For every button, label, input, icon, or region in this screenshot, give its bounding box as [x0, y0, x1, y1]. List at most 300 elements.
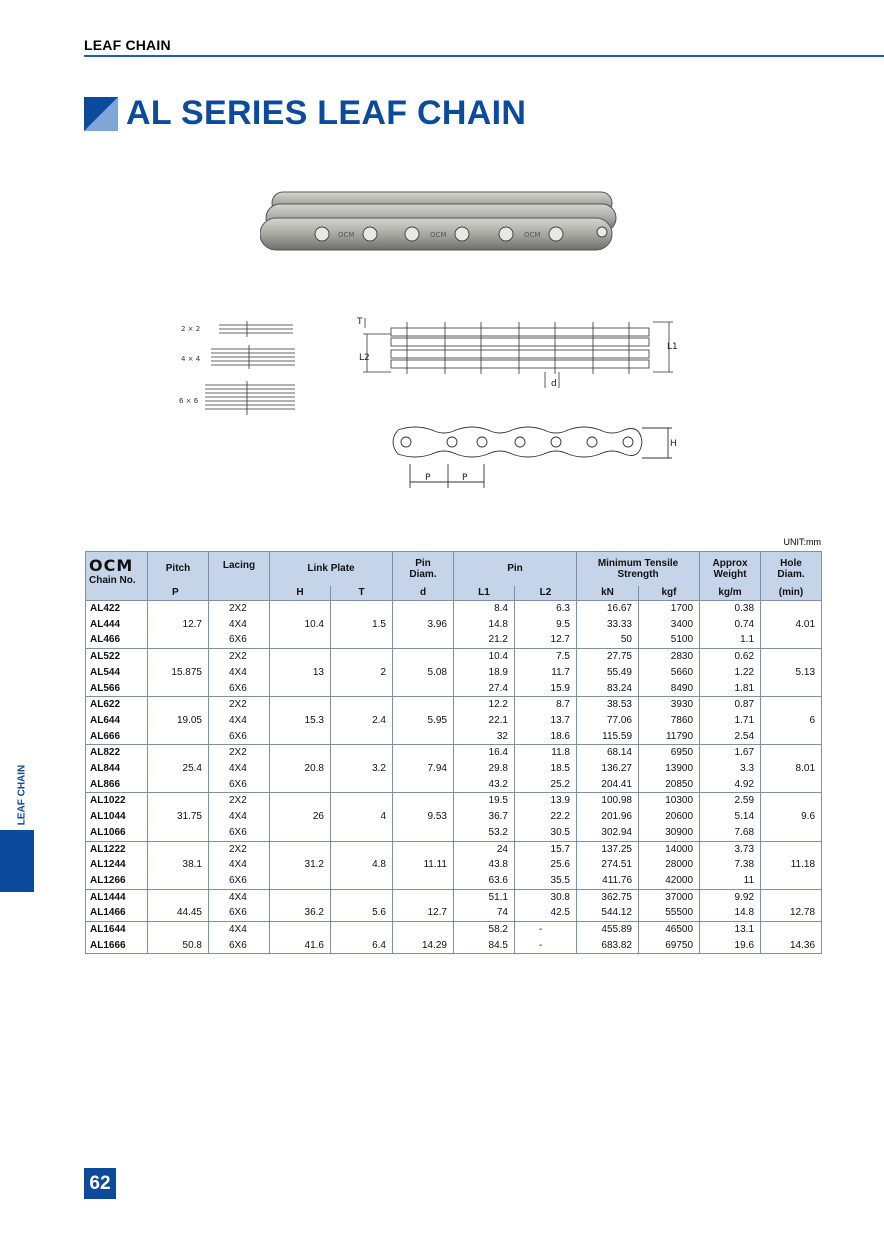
- link-h-cell: [270, 793, 331, 809]
- unit-label: UNIT:mm: [783, 537, 821, 547]
- table-row: [86, 617, 822, 633]
- pitch-cell: 50.8: [148, 938, 209, 954]
- chain-photo: [260, 182, 620, 262]
- dim-d-label: d: [551, 379, 557, 389]
- link-h-cell: [270, 681, 331, 697]
- pitch-cell: [148, 632, 209, 648]
- link-t-cell: 4: [331, 809, 393, 825]
- tensile-label-2: Strength: [617, 568, 659, 580]
- link-t-cell: [331, 922, 393, 938]
- link-t-cell: 2: [331, 665, 393, 681]
- table-row: [86, 777, 822, 793]
- hole-cell: [761, 793, 822, 809]
- pin-diam-cell: 12.7: [393, 905, 454, 921]
- front-view-diagram: [380, 418, 680, 493]
- kgf-cell: 42000: [639, 873, 700, 889]
- pin-diam-cell: [393, 889, 454, 905]
- pin-l1-cell: 22.1: [454, 713, 515, 729]
- pin-l2-cell: 25.2: [515, 777, 577, 793]
- kn-cell: 27.75: [577, 649, 639, 665]
- pin-l2-cell: 42.5: [515, 905, 577, 921]
- pin-l1-cell: 43.2: [454, 777, 515, 793]
- table-row: [86, 841, 822, 857]
- pin-l1-cell: 63.6: [454, 873, 515, 889]
- kgf-cell: 5100: [639, 632, 700, 648]
- kgf-cell: 30900: [639, 825, 700, 841]
- table-row: [86, 873, 822, 889]
- kgf-cell: 1700: [639, 601, 700, 617]
- hole-cell: [761, 777, 822, 793]
- weight-header: [700, 552, 761, 586]
- kgf-cell: 11790: [639, 729, 700, 745]
- lacing-cell: 4X4: [209, 889, 270, 905]
- pin-diam-cell: 9.53: [393, 809, 454, 825]
- lacing-label-2x2: 2 × 2: [181, 325, 201, 333]
- pitch-cell: [148, 889, 209, 905]
- kn-cell: 302.94: [577, 825, 639, 841]
- dim-t-label: T: [357, 317, 363, 327]
- link-t-cell: [331, 601, 393, 617]
- chain-no-cell: AL1466: [86, 905, 148, 921]
- link-h-cell: 26: [270, 809, 331, 825]
- kn-cell: 55.49: [577, 665, 639, 681]
- table-row: [86, 745, 822, 761]
- lacing-cell: 4X4: [209, 922, 270, 938]
- link-t-cell: 4.8: [331, 857, 393, 873]
- pin-l2-cell: 22.2: [515, 809, 577, 825]
- table-row: [86, 938, 822, 954]
- kgf-cell: 46500: [639, 922, 700, 938]
- pitch-cell: [148, 825, 209, 841]
- table-row: [86, 729, 822, 745]
- table-row: [86, 713, 822, 729]
- pin-l2-cell: 12.7: [515, 632, 577, 648]
- table-row: [86, 632, 822, 648]
- pin-diam-cell: [393, 745, 454, 761]
- dim-p-label: P: [425, 473, 431, 483]
- kgf-cell: 6950: [639, 745, 700, 761]
- pin-l1-cell: 8.4: [454, 601, 515, 617]
- hole-cell: [761, 922, 822, 938]
- kgf-cell: 55500: [639, 905, 700, 921]
- hole-cell: 4.01: [761, 617, 822, 633]
- hole-cell: 9.6: [761, 809, 822, 825]
- side-tab-marker: [0, 830, 34, 892]
- kgf-cell: 28000: [639, 857, 700, 873]
- pin-l2-cell: 13.7: [515, 713, 577, 729]
- hole-cell: 12.78: [761, 905, 822, 921]
- weight-cell: 14.8: [700, 905, 761, 921]
- weight-cell: 7.68: [700, 825, 761, 841]
- lacing-diagram: [175, 315, 305, 420]
- hole-cell: [761, 745, 822, 761]
- chain-no-cell: AL466: [86, 632, 148, 648]
- weight-cell: 7.38: [700, 857, 761, 873]
- pitch-cell: 19.05: [148, 713, 209, 729]
- lacing-cell: 4X4: [209, 617, 270, 633]
- pin-diam-cell: [393, 649, 454, 665]
- link-h-cell: [270, 777, 331, 793]
- pitch-cell: [148, 841, 209, 857]
- pin-l1-cell: 43.8: [454, 857, 515, 873]
- tensile-label-1: Minimum Tensile: [597, 557, 679, 569]
- pin-l2-cell: 30.8: [515, 889, 577, 905]
- weight-cell: 13.1: [700, 922, 761, 938]
- weight-cell: 3.3: [700, 761, 761, 777]
- photo-mark: OCM: [430, 231, 447, 239]
- link-h-cell: 31.2: [270, 857, 331, 873]
- hole-cell: [761, 841, 822, 857]
- pin-diam-header: [393, 552, 454, 586]
- pin-l2-cell: 25.6: [515, 857, 577, 873]
- kn-cell: 16.67: [577, 601, 639, 617]
- lacing-cell: 4X4: [209, 857, 270, 873]
- pin-diam-cell: 3.96: [393, 617, 454, 633]
- kn-header: kN: [577, 586, 639, 601]
- pitch-cell: [148, 873, 209, 889]
- lacing-cell: 6X6: [209, 905, 270, 921]
- side-tab-text: LEAF CHAIN: [16, 765, 28, 825]
- link-t-cell: [331, 793, 393, 809]
- pin-l1-cell: 10.4: [454, 649, 515, 665]
- pin-diam-sub-header: d: [393, 586, 454, 601]
- pin-l1-cell: 53.2: [454, 825, 515, 841]
- kn-cell: 68.14: [577, 745, 639, 761]
- hole-cell: 5.13: [761, 665, 822, 681]
- pin-header: Pin: [454, 552, 577, 586]
- hole-header: [761, 552, 822, 586]
- kgf-cell: 37000: [639, 889, 700, 905]
- hole-cell: 6: [761, 713, 822, 729]
- weight-cell: 3.73: [700, 841, 761, 857]
- table-row: [86, 793, 822, 809]
- link-t-cell: 3.2: [331, 761, 393, 777]
- hole-cell: [761, 729, 822, 745]
- tensile-header: [577, 552, 700, 586]
- kgf-cell: 14000: [639, 841, 700, 857]
- link-t-cell: [331, 889, 393, 905]
- pin-l2-cell: 15.7: [515, 841, 577, 857]
- chain-no-cell: AL422: [86, 601, 148, 617]
- weight-cell: 2.54: [700, 729, 761, 745]
- dim-l2-label: L2: [359, 353, 370, 363]
- chain-no-cell: AL1244: [86, 857, 148, 873]
- pitch-cell: 15.875: [148, 665, 209, 681]
- chain-no-cell: AL1266: [86, 873, 148, 889]
- pin-diam-cell: [393, 681, 454, 697]
- dim-p-label: P: [462, 473, 468, 483]
- pin-l2-cell: 18.5: [515, 761, 577, 777]
- chain-no-cell: AL1066: [86, 825, 148, 841]
- chain-no-cell: AL1222: [86, 841, 148, 857]
- pitch-cell: 12.7: [148, 617, 209, 633]
- weight-cell: 11: [700, 873, 761, 889]
- kgf-cell: 8490: [639, 681, 700, 697]
- spec-table-body: [86, 601, 822, 954]
- hole-cell: 8.01: [761, 761, 822, 777]
- pin-l1-cell: 18.9: [454, 665, 515, 681]
- weight-cell: 9.92: [700, 889, 761, 905]
- photo-mark: OCM: [338, 231, 355, 239]
- chain-no-cell: AL444: [86, 617, 148, 633]
- lacing-cell: 6X6: [209, 825, 270, 841]
- hole-cell: 11.18: [761, 857, 822, 873]
- chain-no-cell: AL522: [86, 649, 148, 665]
- lacing-cell: 6X6: [209, 729, 270, 745]
- weight-cell: 4.92: [700, 777, 761, 793]
- kgf-cell: 20600: [639, 809, 700, 825]
- chain-no-cell: AL1044: [86, 809, 148, 825]
- pin-diam-label-2: Diam.: [409, 568, 437, 580]
- hole-label-1: Hole: [780, 557, 802, 569]
- pin-diam-cell: 5.95: [393, 713, 454, 729]
- chain-no-cell: AL1666: [86, 938, 148, 954]
- link-h-cell: [270, 729, 331, 745]
- kn-cell: 544.12: [577, 905, 639, 921]
- table-row: [86, 889, 822, 905]
- chain-no-header: [86, 552, 148, 601]
- ocm-logo: OCM: [89, 556, 134, 575]
- pin-l1-header: L1: [454, 586, 515, 601]
- pitch-cell: 44.45: [148, 905, 209, 921]
- pin-l2-cell: 35.5: [515, 873, 577, 889]
- weight-cell: 0.74: [700, 617, 761, 633]
- header-rule: [84, 55, 884, 57]
- chain-no-cell: AL566: [86, 681, 148, 697]
- hole-label-2: Diam.: [777, 568, 805, 580]
- kn-cell: 274.51: [577, 857, 639, 873]
- pin-l1-cell: 27.4: [454, 681, 515, 697]
- pitch-sub-header: P: [148, 586, 209, 601]
- lacing-cell: 6X6: [209, 777, 270, 793]
- kn-cell: 38.53: [577, 697, 639, 713]
- hole-cell: [761, 601, 822, 617]
- link-t-cell: 1.5: [331, 617, 393, 633]
- pin-l1-cell: 29.8: [454, 761, 515, 777]
- pin-diam-cell: [393, 601, 454, 617]
- pin-l2-cell: 9.5: [515, 617, 577, 633]
- pitch-cell: [148, 777, 209, 793]
- dim-h-label: H: [670, 439, 677, 449]
- chain-no-cell: AL544: [86, 665, 148, 681]
- hole-sub-header: (min): [761, 586, 822, 601]
- pin-l1-cell: 51.1: [454, 889, 515, 905]
- side-tab-label: [12, 765, 32, 825]
- chain-no-cell: AL1022: [86, 793, 148, 809]
- chain-no-cell: AL866: [86, 777, 148, 793]
- pin-l2-cell: 8.7: [515, 697, 577, 713]
- table-row: [86, 697, 822, 713]
- hole-cell: [761, 889, 822, 905]
- link-t-cell: 6.4: [331, 938, 393, 954]
- lacing-header: Lacing: [209, 552, 270, 601]
- link-h-cell: [270, 841, 331, 857]
- pitch-header: Pitch: [148, 552, 209, 586]
- weight-cell: 19.6: [700, 938, 761, 954]
- weight-label-2: Weight: [713, 568, 747, 580]
- link-t-cell: 5.6: [331, 905, 393, 921]
- pitch-cell: 38.1: [148, 857, 209, 873]
- table-row: [86, 922, 822, 938]
- hole-cell: [761, 825, 822, 841]
- weight-cell: 1.22: [700, 665, 761, 681]
- weight-cell: 1.1: [700, 632, 761, 648]
- kn-cell: 136.27: [577, 761, 639, 777]
- pin-diam-cell: [393, 777, 454, 793]
- pin-l1-cell: 74: [454, 905, 515, 921]
- table-row: [86, 601, 822, 617]
- link-h-cell: 36.2: [270, 905, 331, 921]
- table-row: [86, 905, 822, 921]
- link-h-cell: [270, 889, 331, 905]
- weight-cell: 5.14: [700, 809, 761, 825]
- table-row: [86, 809, 822, 825]
- lacing-cell: 2X2: [209, 745, 270, 761]
- chain-no-cell: AL1444: [86, 889, 148, 905]
- table-row: [86, 665, 822, 681]
- pin-diam-label-1: Pin: [415, 557, 431, 569]
- link-h-cell: [270, 922, 331, 938]
- lacing-cell: 6X6: [209, 938, 270, 954]
- link-t-cell: [331, 745, 393, 761]
- kn-cell: 50: [577, 632, 639, 648]
- pin-diam-cell: [393, 632, 454, 648]
- link-t-cell: [331, 681, 393, 697]
- kn-cell: 201.96: [577, 809, 639, 825]
- lacing-label-6x6: 6 × 6: [179, 397, 199, 405]
- link-h-cell: 13: [270, 665, 331, 681]
- kn-cell: 455.89: [577, 922, 639, 938]
- link-h-cell: [270, 632, 331, 648]
- side-view-diagram: [355, 312, 685, 392]
- pin-l2-cell: -: [515, 938, 577, 954]
- pin-diam-cell: [393, 793, 454, 809]
- link-h-cell: 41.6: [270, 938, 331, 954]
- lacing-cell: 4X4: [209, 761, 270, 777]
- table-row: [86, 825, 822, 841]
- link-t-cell: [331, 632, 393, 648]
- pin-l1-cell: 19.5: [454, 793, 515, 809]
- pin-l1-cell: 36.7: [454, 809, 515, 825]
- kgf-cell: 5660: [639, 665, 700, 681]
- pin-diam-cell: [393, 825, 454, 841]
- pin-diam-cell: [393, 729, 454, 745]
- pin-diam-cell: 7.94: [393, 761, 454, 777]
- pin-diam-cell: [393, 841, 454, 857]
- spec-table: [85, 551, 822, 954]
- kgf-cell: 2830: [639, 649, 700, 665]
- pin-l1-cell: 14.8: [454, 617, 515, 633]
- pin-l2-cell: 6.3: [515, 601, 577, 617]
- chain-no-cell: AL622: [86, 697, 148, 713]
- kgf-cell: 10300: [639, 793, 700, 809]
- pin-l2-cell: 13.9: [515, 793, 577, 809]
- pin-l2-cell: 11.7: [515, 665, 577, 681]
- lacing-cell: 6X6: [209, 873, 270, 889]
- table-row: [86, 761, 822, 777]
- link-h-cell: [270, 649, 331, 665]
- weight-cell: 0.87: [700, 697, 761, 713]
- weight-cell: 0.38: [700, 601, 761, 617]
- pitch-cell: 31.75: [148, 809, 209, 825]
- weight-cell: 1.81: [700, 681, 761, 697]
- chain-no-cell: AL844: [86, 761, 148, 777]
- kn-cell: 115.59: [577, 729, 639, 745]
- lacing-label-4x4: 4 × 4: [181, 355, 201, 363]
- kn-cell: 362.75: [577, 889, 639, 905]
- pin-l1-cell: 32: [454, 729, 515, 745]
- lacing-cell: 4X4: [209, 809, 270, 825]
- pitch-cell: 25.4: [148, 761, 209, 777]
- lacing-cell: 2X2: [209, 841, 270, 857]
- hole-cell: [761, 649, 822, 665]
- pin-l1-cell: 16.4: [454, 745, 515, 761]
- chain-no-cell: AL644: [86, 713, 148, 729]
- lacing-cell: 4X4: [209, 713, 270, 729]
- pitch-cell: [148, 697, 209, 713]
- link-t-cell: [331, 649, 393, 665]
- lacing-cell: 6X6: [209, 681, 270, 697]
- pitch-cell: [148, 745, 209, 761]
- link-h-cell: [270, 873, 331, 889]
- pin-diam-cell: 11.11: [393, 857, 454, 873]
- kn-cell: 100.98: [577, 793, 639, 809]
- link-h-cell: [270, 697, 331, 713]
- chain-no-cell: AL666: [86, 729, 148, 745]
- pin-l2-cell: 30.5: [515, 825, 577, 841]
- pin-diam-cell: [393, 697, 454, 713]
- lacing-cell: 2X2: [209, 697, 270, 713]
- weight-label-1: Approx: [712, 557, 748, 569]
- kgf-cell: 3400: [639, 617, 700, 633]
- chain-no-cell: AL1644: [86, 922, 148, 938]
- lacing-cell: 4X4: [209, 665, 270, 681]
- pin-diam-cell: 14.29: [393, 938, 454, 954]
- hole-cell: 14.36: [761, 938, 822, 954]
- pitch-cell: [148, 793, 209, 809]
- hole-cell: [761, 632, 822, 648]
- link-h-cell: 15.3: [270, 713, 331, 729]
- pitch-cell: [148, 922, 209, 938]
- pin-l1-cell: 12.2: [454, 697, 515, 713]
- pin-l2-cell: 15.9: [515, 681, 577, 697]
- kgf-cell: 3930: [639, 697, 700, 713]
- weight-cell: 0.62: [700, 649, 761, 665]
- kgf-cell: 13900: [639, 761, 700, 777]
- table-row: [86, 681, 822, 697]
- pitch-cell: [148, 601, 209, 617]
- kn-cell: 77.06: [577, 713, 639, 729]
- kn-cell: 411.76: [577, 873, 639, 889]
- chain-no-cell: AL822: [86, 745, 148, 761]
- pitch-cell: [148, 729, 209, 745]
- kgf-cell: 69750: [639, 938, 700, 954]
- photo-mark: OCM: [524, 231, 541, 239]
- link-t-cell: [331, 825, 393, 841]
- dim-l1-label: L1: [667, 342, 678, 352]
- kn-cell: 83.24: [577, 681, 639, 697]
- link-t-cell: 2.4: [331, 713, 393, 729]
- kgf-cell: 20850: [639, 777, 700, 793]
- weight-cell: 1.67: [700, 745, 761, 761]
- pin-l2-cell: 18.6: [515, 729, 577, 745]
- pin-l2-cell: -: [515, 922, 577, 938]
- section-label: LEAF CHAIN: [84, 37, 171, 53]
- hole-cell: [761, 681, 822, 697]
- pin-diam-cell: [393, 922, 454, 938]
- lacing-cell: 2X2: [209, 649, 270, 665]
- title-triangle-icon: [84, 97, 118, 131]
